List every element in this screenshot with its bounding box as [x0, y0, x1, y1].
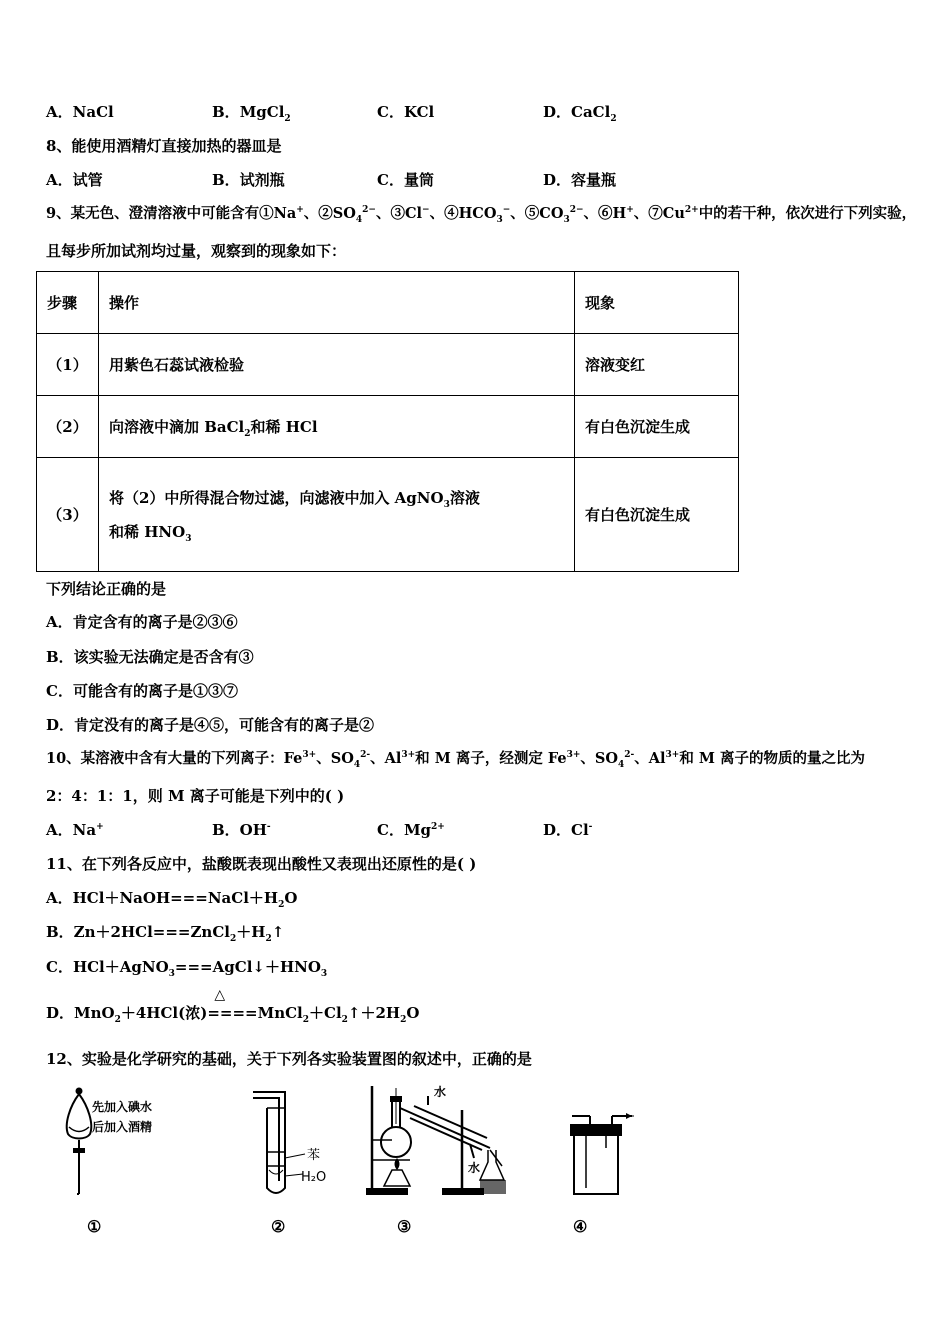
fig1-text-2: 后加入酒精 — [92, 1120, 153, 1134]
q11-stem: 11、在下列各反应中，盐酸既表现出酸性又表现出还原性的是( ) — [46, 855, 477, 873]
figure-label-4: ④ — [573, 1217, 588, 1236]
fig3-text-2: 水 — [468, 1161, 481, 1175]
q11-option-d: D．MnO$_2$＋4HCl(浓) △ $====MnCl_2+Cl_2↑+2H_2O$ — [46, 987, 420, 1025]
step-cell: （1） — [37, 334, 99, 396]
q11-option-b: B．$Zn+2HCl===ZnCl_2+H_2↑$ — [46, 923, 285, 944]
table-header-step: 步骤 — [37, 272, 99, 334]
table-row — [37, 458, 739, 572]
table-header-operation: 操作 — [99, 272, 575, 334]
q10-option-a: A．Na+ — [46, 821, 104, 839]
q7-option-a: A．NaCl — [46, 103, 114, 121]
q9-option-d: D．肯定没有的离子是④⑤，可能含有的离子是② — [46, 716, 375, 734]
q8-option-d: D．容量瓶 — [543, 171, 617, 189]
q12-stem: 12、实验是化学研究的基础，关于下列各实验装置图的叙述中，正确的是 — [46, 1050, 532, 1068]
figure-label-3: ③ — [397, 1217, 412, 1236]
q8-stem: 8、能使用酒精灯直接加热的器皿是 — [46, 137, 282, 155]
operation-cell: 向溶液中滴加 BaCl$_2$和稀 HCl — [99, 396, 575, 458]
figure-2-test-tube — [245, 1086, 345, 1201]
table-header-result: 现象 — [575, 272, 739, 334]
fig2-text-2: H₂O — [301, 1170, 327, 1185]
fig2-text-1: 苯 — [307, 1148, 321, 1163]
heat-symbol: △ — [214, 987, 226, 1003]
q11-option-a: A．$HCl+NaOH===NaCl+H_2O$ — [46, 889, 298, 910]
q10-option-c: C．$Mg^{2+}$ — [377, 821, 445, 839]
table-row — [37, 396, 739, 458]
figure-label-1: ① — [87, 1217, 102, 1236]
fig4-text: b — [612, 1124, 621, 1139]
q8-option-c: C．量筒 — [377, 171, 434, 189]
q10-stem: 10、某溶液中含有大量的下列离子：$Fe^{3+}$、$SO_4^{2-}$、$Al^{3+}$和 M 离子，经测定 $Fe^{3+}$、$SO_4^{2-}$、$Al^{3+}$和 M 离子的物质的量之比为 — [46, 750, 866, 770]
q10-option-d: D．Cl- — [543, 821, 593, 839]
q9-option-c: C．可能含有的离子是①③⑦ — [46, 682, 238, 700]
q9-option-b: B．该实验无法确定是否含有③ — [46, 648, 254, 666]
q9-conclusion: 下列结论正确的是 — [46, 580, 167, 598]
operation-cell: 将（2）中所得混合物过滤，向滤液中加入 AgNO$_3$溶液 和稀 $HNO_3$ — [99, 458, 575, 572]
q8-option-b: B．试剂瓶 — [212, 171, 285, 189]
q9-stem: 9、某无色、澄清溶液中可能含有①Na+、$②SO_4^{2-}$、③Cl−、$④HCO_3^-$、$⑤CO_3^{2-}$、⑥H+、$⑦Cu^{2+}$中的若干种，依次进行下列实验， — [46, 205, 917, 225]
figure-label-2: ② — [271, 1217, 286, 1236]
q9-stem-line2: 且每步所加试剂均过量，观察到的现象如下： — [46, 242, 347, 260]
figure-3-distillation — [362, 1080, 532, 1200]
q11-option-c: C．$HCl+AgNO_3===AgCl↓+HNO_3$ — [46, 958, 328, 979]
result-cell: 有白色沉淀生成 — [575, 396, 739, 458]
q7-option-c: C．KCl — [377, 103, 435, 121]
q10-option-b: B．OH- — [212, 821, 271, 839]
figure-1-separatory-funnel — [60, 1084, 190, 1199]
q7-option-d: D．CaCl$_2$ — [543, 103, 617, 124]
operation-cell: 用紫色石蕊试液检验 — [99, 334, 575, 396]
q10-stem-line2: 2：4：1：1，则 M 离子可能是下列中的( ) — [46, 787, 345, 805]
result-cell: 有白色沉淀生成 — [575, 458, 739, 572]
fig1-text-1: 先加入碘水 — [92, 1100, 153, 1114]
q9-experiment-table — [36, 271, 739, 572]
figure-4-gas-bottle — [560, 1108, 640, 1198]
step-cell: （2） — [37, 396, 99, 458]
result-cell: 溶液变红 — [575, 334, 739, 396]
table-row — [37, 334, 739, 396]
q8-option-a: A．试管 — [46, 171, 103, 189]
step-cell: （3） — [37, 458, 99, 572]
fig3-text: 水 — [434, 1085, 447, 1099]
q7-option-b: B．MgCl$_2$ — [212, 103, 291, 124]
q9-option-a: A．肯定含有的离子是②③⑥ — [46, 613, 238, 631]
